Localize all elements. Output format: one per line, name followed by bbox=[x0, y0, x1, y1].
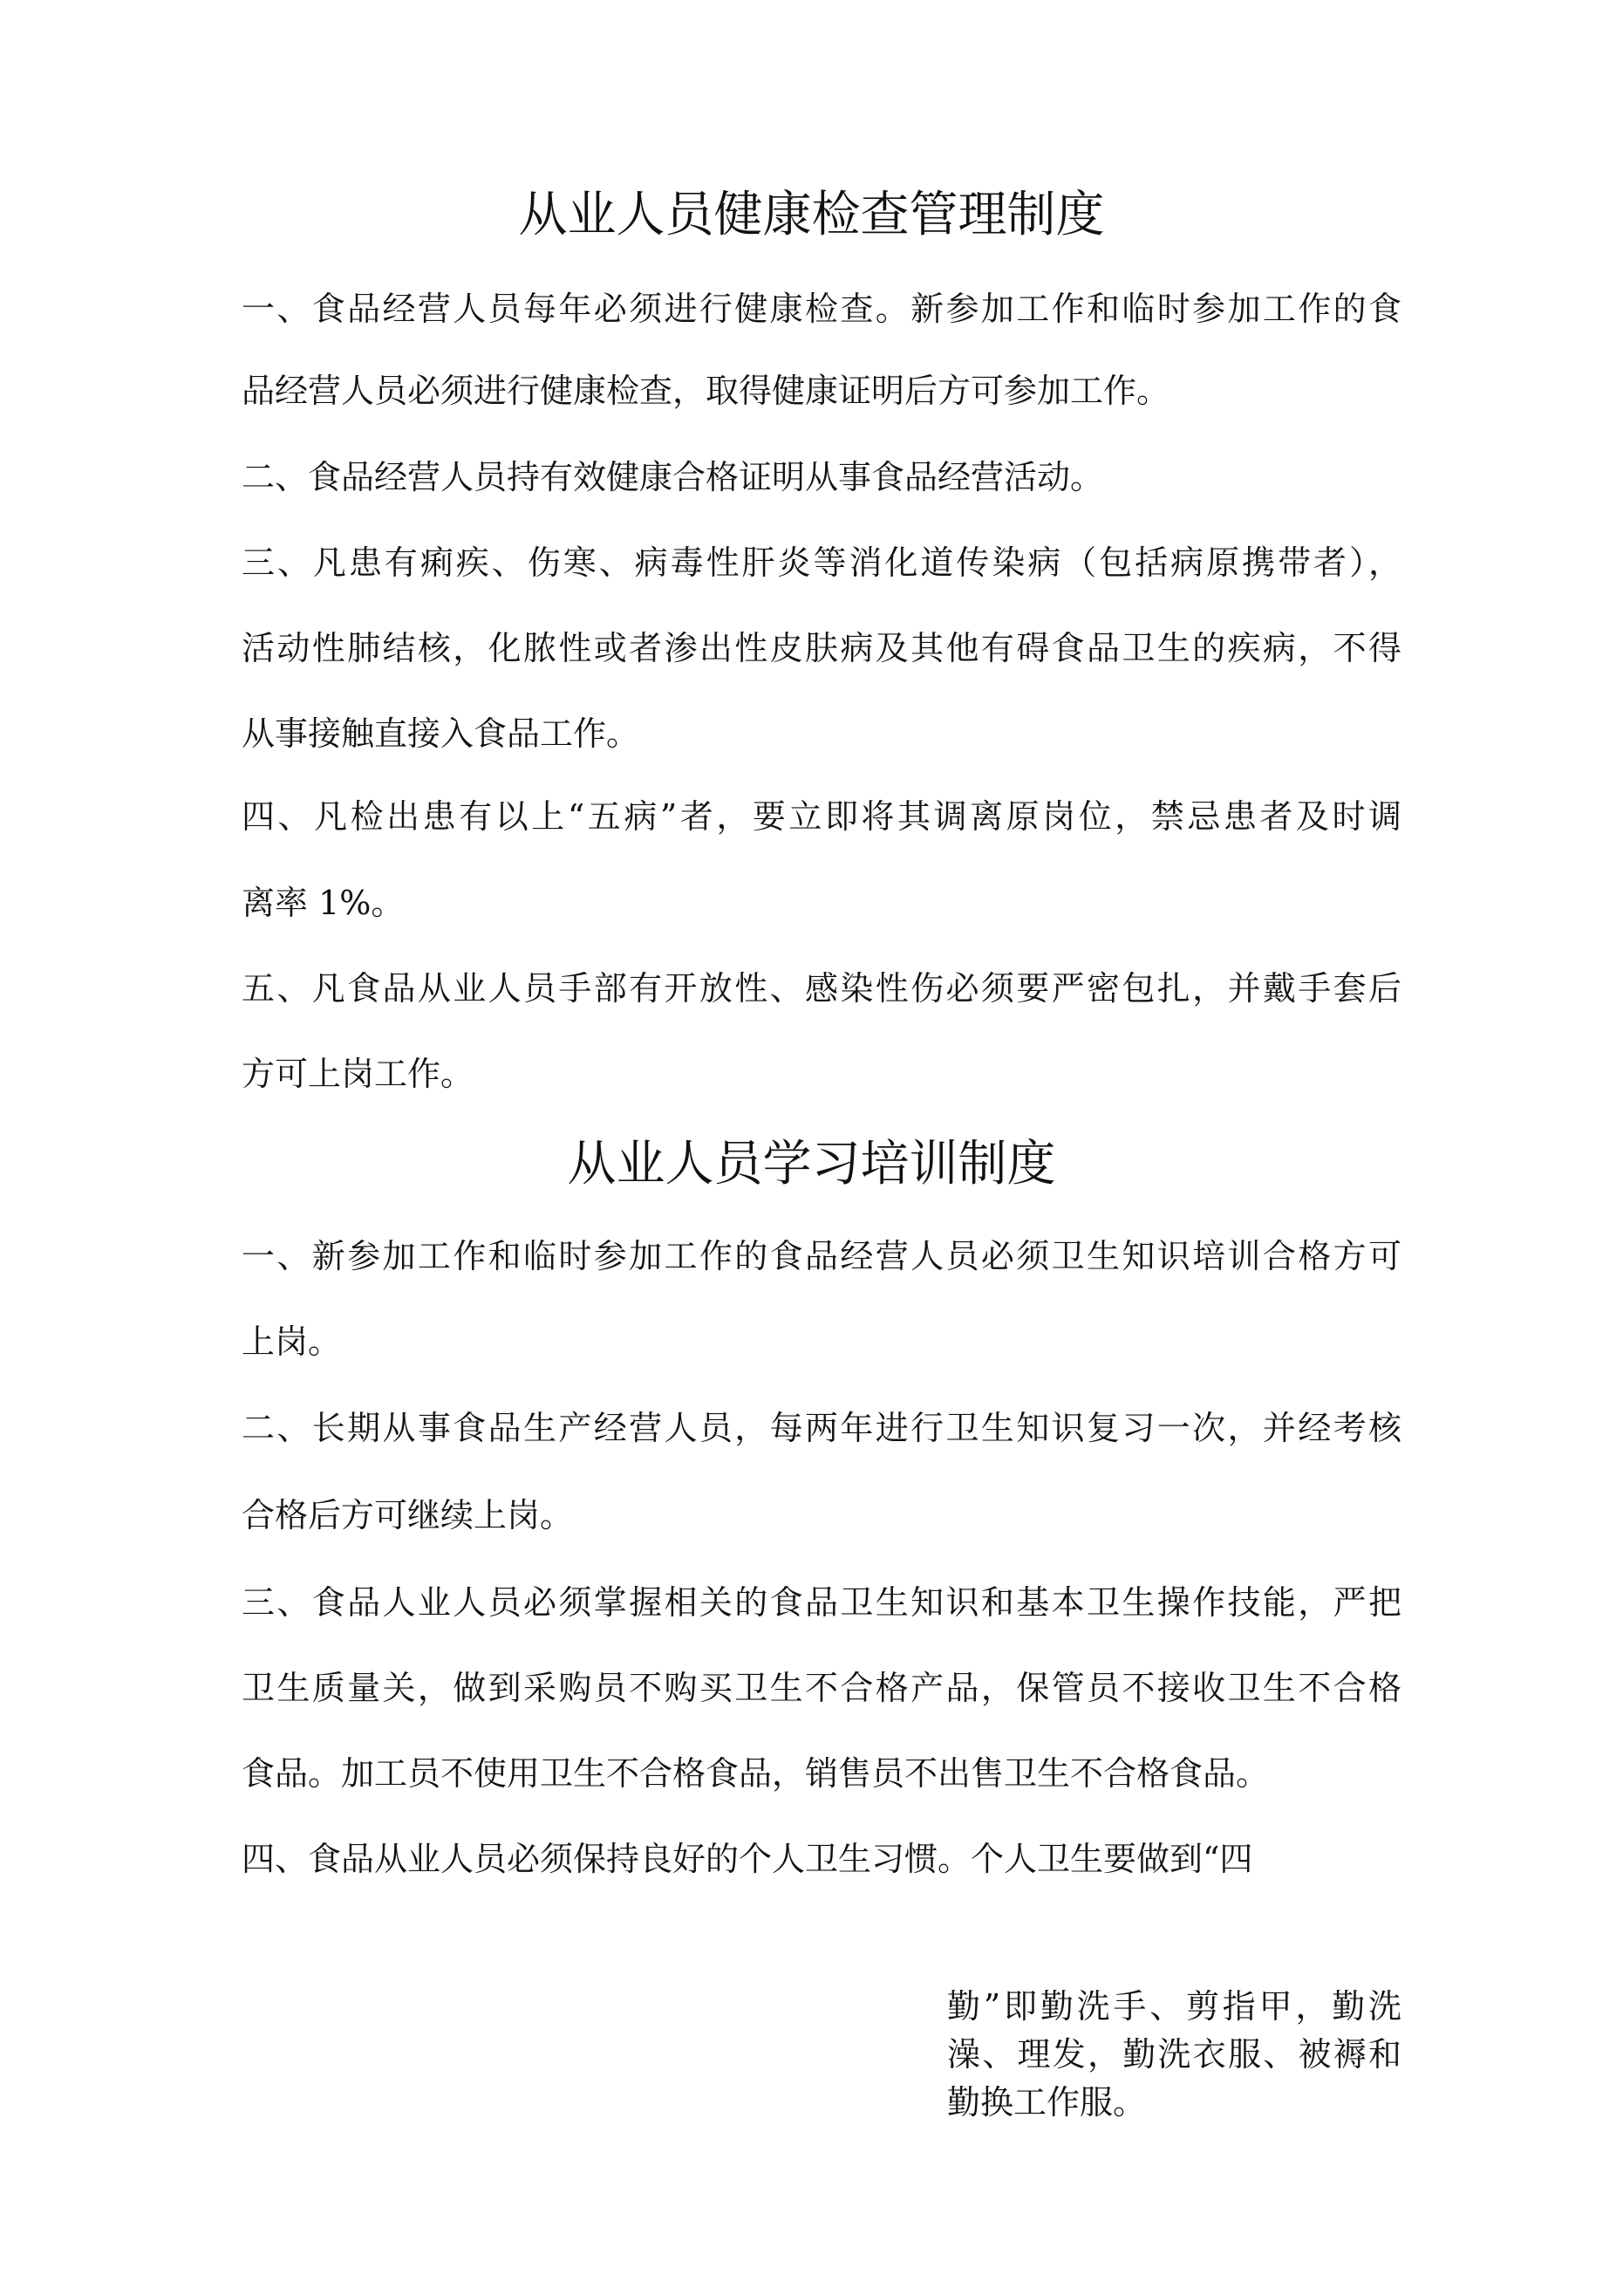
section1-line-3: 二、食品经营人员持有效健康合格证明从事食品经营活动。 bbox=[242, 458, 1104, 496]
section2-tail-line-2: 澡、理发，勤洗衣服、被褥和 bbox=[947, 2035, 1401, 2074]
section1-line-2: 品经营人员必须进行健康检查，取得健康证明后方可参加工作。 bbox=[242, 372, 1170, 410]
section2-line-1: 一、新参加工作和临时参加工作的食品经营人员必须卫生知识培训合格方可 bbox=[242, 1237, 1401, 1275]
section2-line-2: 上岗。 bbox=[242, 1322, 342, 1361]
section2-line-7: 食品。加工员不使用卫生不合格食品，销售员不出售卫生不合格食品。 bbox=[242, 1754, 1270, 1793]
section2-line-6: 卫生质量关，做到采购员不购买卫生不合格产品，保管员不接收卫生不合格 bbox=[242, 1669, 1401, 1707]
section2-line-4: 合格后方可继续上岗。 bbox=[242, 1496, 574, 1534]
section2-line-3: 二、长期从事食品生产经营人员，每两年进行卫生知识复习一次，并经考核 bbox=[242, 1409, 1401, 1447]
section2-tail-line-3: 勤换工作服。 bbox=[947, 2083, 1147, 2122]
section1-line-9: 五、凡食品从业人员手部有开放性、感染性伤必须要严密包扎，并戴手套后 bbox=[242, 969, 1401, 1008]
section1-line-6: 从事接触直接入食品工作。 bbox=[242, 714, 640, 753]
section1-line-5: 活动性肺结核，化脓性或者渗出性皮肤病及其他有碍食品卫生的疾病，不得 bbox=[242, 629, 1401, 667]
section2-line-5: 三、食品人业人员必须掌握相关的食品卫生知识和基本卫生操作技能，严把 bbox=[242, 1583, 1401, 1622]
section1-line-10: 方可上岗工作。 bbox=[242, 1055, 474, 1093]
section2-title: 从业人员学习培训制度 bbox=[567, 1136, 1056, 1192]
section1-title: 从业人员健康检查管理制度 bbox=[518, 187, 1105, 243]
section2-line-8: 四、食品从业人员必须保持良好的个人卫生习惯。个人卫生要做到“四 bbox=[242, 1840, 1253, 1878]
section1-line-7: 四、凡检出患有以上“五病”者，要立即将其调离原岗位，禁忌患者及时调 bbox=[242, 797, 1401, 836]
section1-line-8: 离率 1%。 bbox=[242, 884, 405, 922]
section1-line-1: 一、食品经营人员每年必须进行健康检查。新参加工作和临时参加工作的食 bbox=[242, 290, 1401, 328]
section2-tail-line-1: 勤”即勤洗手、剪指甲，勤洗 bbox=[947, 1987, 1401, 2026]
section1-line-4: 三、凡患有痢疾、伤寒、病毒性肝炎等消化道传染病（包括病原携带者）， bbox=[242, 543, 1401, 582]
